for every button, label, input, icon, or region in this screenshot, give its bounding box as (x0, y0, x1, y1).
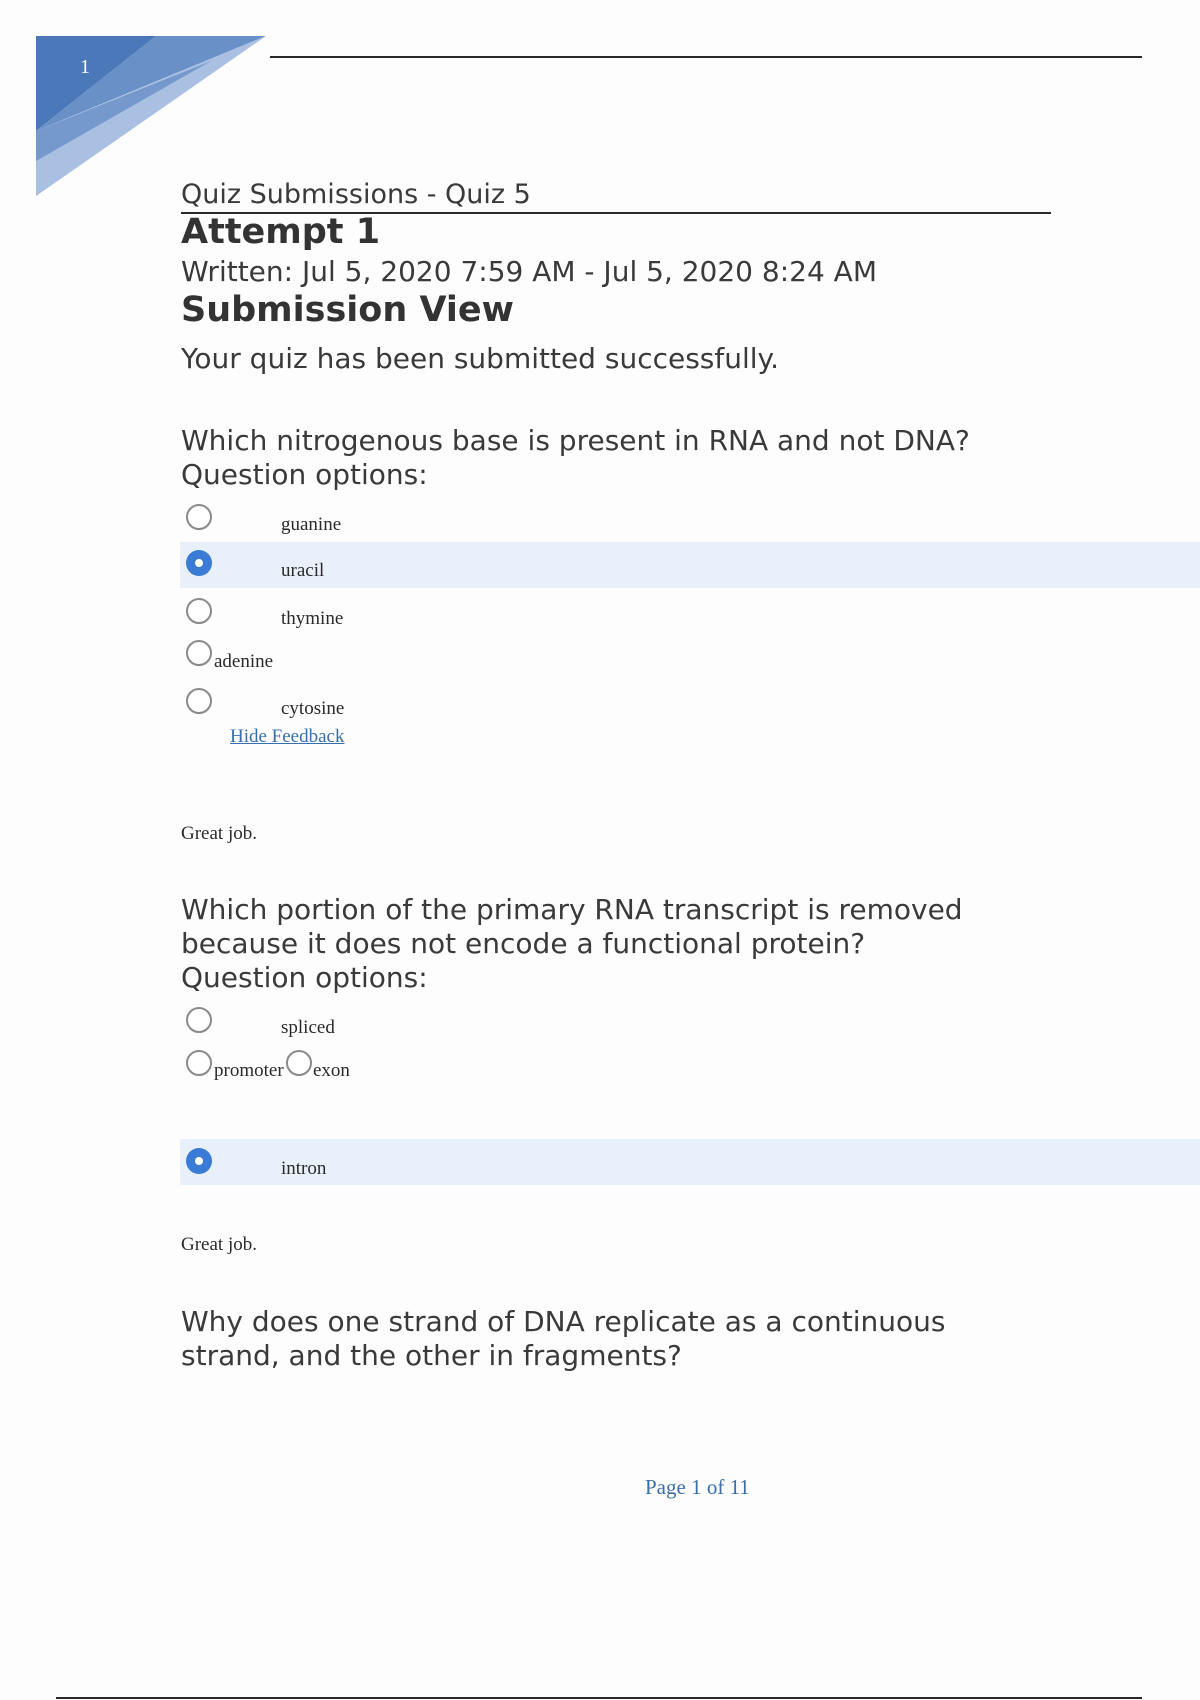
option-label-uracil: uracil (281, 560, 325, 581)
radio-exon[interactable] (286, 1050, 312, 1076)
radio-uracil[interactable] (186, 550, 212, 576)
option-label-cytosine: cytosine (281, 698, 345, 719)
option-label-intron: intron (281, 1158, 327, 1179)
question-2-text-line1: Which portion of the primary RNA transcript is removed (181, 893, 963, 926)
question-3-text-line1: Why does one strand of DNA replicate as a continuous (181, 1305, 946, 1338)
radio-guanine[interactable] (186, 504, 212, 530)
selected-answer-highlight (180, 542, 1200, 588)
radio-cytosine[interactable] (186, 688, 212, 714)
question-2-text-line2: because it does not encode a functional protein? (181, 927, 866, 960)
hide-feedback-link[interactable]: Hide Feedback (230, 726, 345, 747)
question-1-feedback: Great job. (181, 823, 257, 844)
option-label-promoter: promoter (214, 1060, 284, 1081)
selected-answer-highlight (180, 1139, 1200, 1185)
question-2-feedback: Great job. (181, 1234, 257, 1255)
option-label-guanine: guanine (281, 514, 342, 535)
success-message: Your quiz has been submitted successfully. (181, 342, 780, 375)
question-2-options-label: Question options: (181, 961, 428, 994)
question-1-options-label: Question options: (181, 458, 428, 491)
option-label-exon: exon (313, 1060, 350, 1081)
question-3-text-line2: strand, and the other in fragments? (181, 1339, 682, 1372)
radio-promoter[interactable] (186, 1050, 212, 1076)
top-rule (270, 56, 1142, 58)
written-dates: Written: Jul 5, 2020 7:59 AM - Jul 5, 2020 8:24 AM (181, 255, 877, 288)
corner-decoration (36, 36, 276, 201)
option-label-adenine: adenine (214, 651, 274, 672)
radio-thymine[interactable] (186, 598, 212, 624)
corner-page-number: 1 (80, 56, 90, 78)
page-indicator: Page 1 of 11 (645, 1475, 750, 1499)
radio-adenine[interactable] (186, 640, 212, 666)
attempt-title: Attempt 1 (181, 212, 381, 252)
radio-intron[interactable] (186, 1148, 212, 1174)
radio-spliced[interactable] (186, 1007, 212, 1033)
option-label-thymine: thymine (281, 608, 344, 629)
option-label-spliced: spliced (281, 1017, 335, 1038)
question-1-text: Which nitrogenous base is present in RNA and not DNA? (181, 424, 970, 457)
page-title: Submission View (181, 290, 514, 330)
bottom-rule (56, 1697, 1142, 1699)
breadcrumb: Quiz Submissions - Quiz 5 (181, 178, 1051, 214)
